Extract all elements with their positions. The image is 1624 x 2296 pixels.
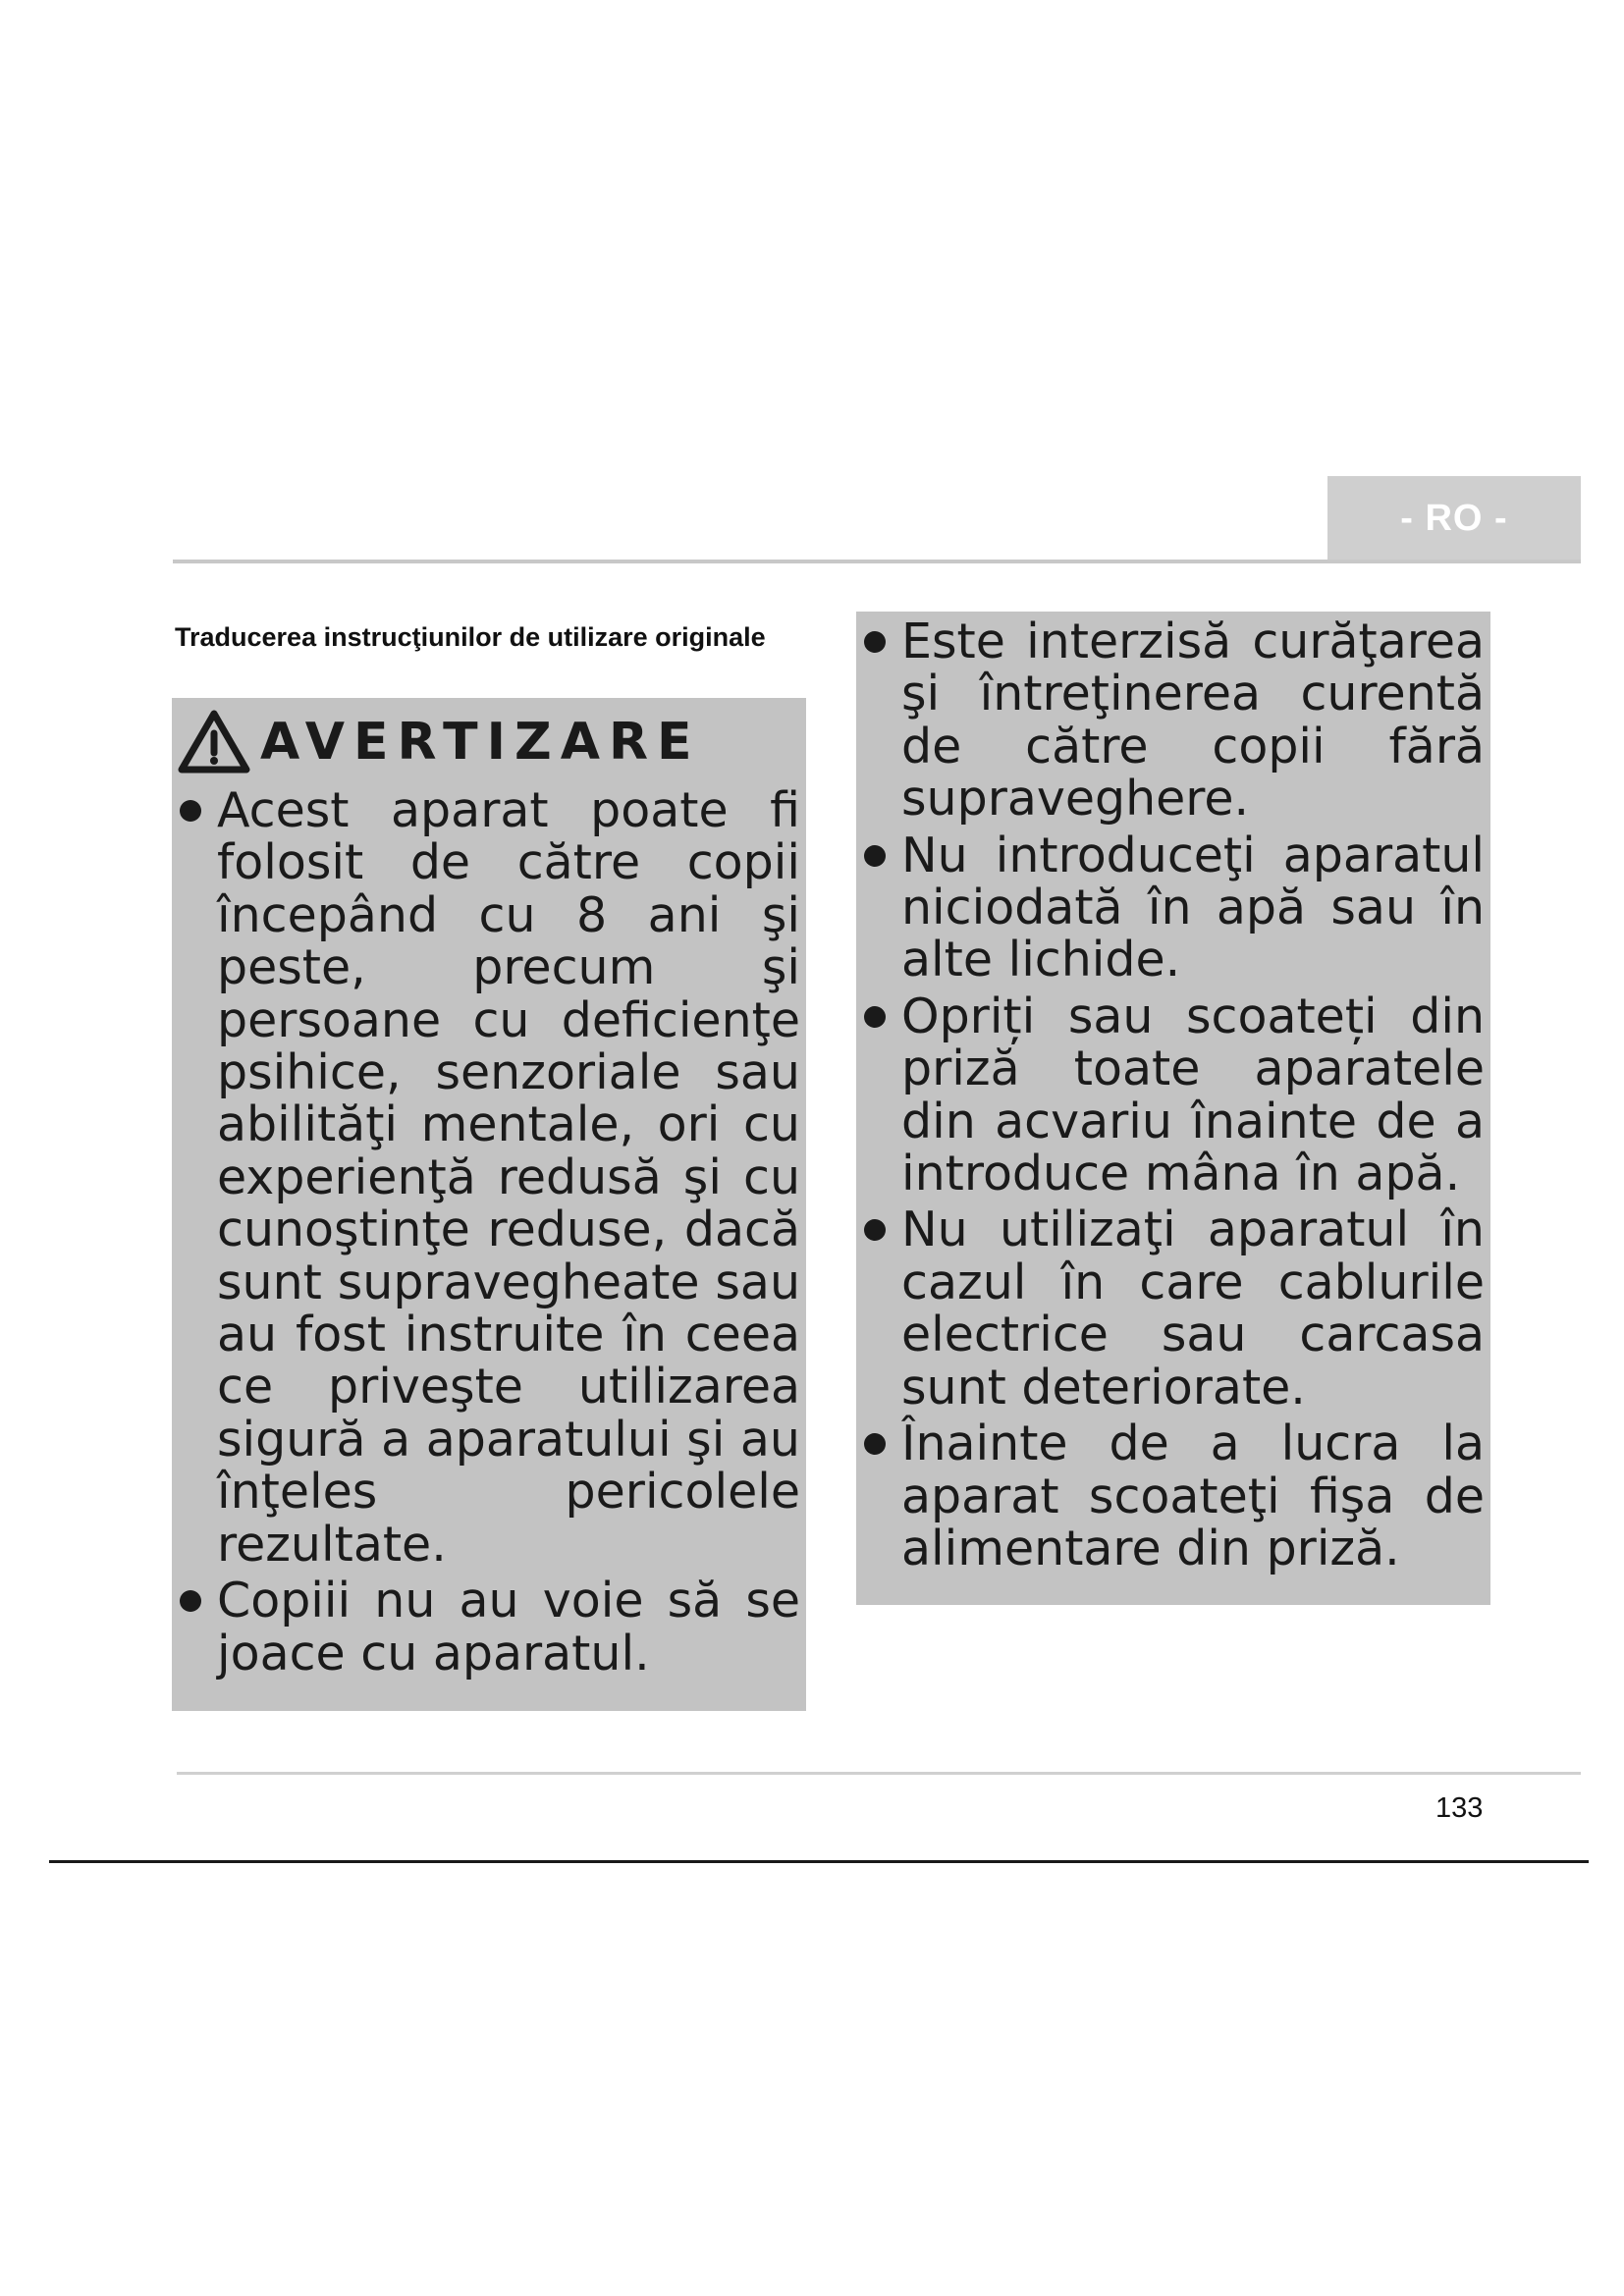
list-item [856, 829, 1490, 987]
footer-divider [177, 1772, 1581, 1775]
list-item-text: Opriți sau scoateți din priză toate aparatele din acvariu înainte de a introduce mâna în apă. [901, 988, 1485, 1202]
list-item-text: Este interzisă curăţarea şi întreţinerea curentă de către copii fără supraveghere. [901, 614, 1485, 828]
list-item [856, 990, 1490, 1201]
bullet-icon [180, 800, 201, 822]
page-bottom-rule [49, 1860, 1589, 1863]
bullet-icon [864, 1219, 886, 1241]
list-item [172, 1575, 800, 1680]
warning-heading: AVERTIZARE [260, 713, 701, 772]
bullet-icon [864, 1433, 886, 1455]
list-item-text: Copiii nu au voie să se joace cu aparatul. [217, 1573, 800, 1682]
list-item-text: Nu introduceţi aparatul niciodată în apă sau în alte lichide. [901, 827, 1485, 988]
bullet-icon [864, 1006, 886, 1028]
header-divider [173, 560, 1581, 563]
document-title: Traducerea instrucţiunilor de utilizare originale [175, 622, 766, 652]
list-item [856, 615, 1490, 826]
warning-header [172, 700, 800, 784]
list-item [856, 1417, 1490, 1575]
warning-box [172, 698, 806, 1711]
safety-box [856, 612, 1490, 1605]
safety-list [856, 615, 1490, 1575]
bullet-icon [864, 631, 886, 653]
language-tab: - RO - [1327, 476, 1581, 561]
list-item [856, 1203, 1490, 1414]
warning-triangle-icon [178, 709, 250, 775]
list-item-text: Acest aparat poate fi folosit de către copii începând cu 8 ani şi peste, precum şi persoane cu deficienţe psihice, senzoriale sau abilităţi mentale, ori cu experienţă redusă şi cu cunoştinţe reduse, dacă sunt supravegheate sau au fost instruite în ceea ce priveşte utilizarea sigură a aparatului şi au înţeles pericolele rezultate. [217, 782, 800, 1573]
list-item-text: Înainte de a lucra la aparat scoateţi fişa de alimentare din priză. [901, 1415, 1485, 1576]
warning-list [172, 784, 800, 1680]
list-item-text: Nu utilizaţi aparatul în cazul în care cablurile electrice sau carcasa sunt deteriorate. [901, 1201, 1485, 1415]
bullet-icon [180, 1590, 201, 1612]
page-number: 133 [1435, 1792, 1484, 1824]
list-item [172, 784, 800, 1571]
bullet-icon [864, 845, 886, 867]
